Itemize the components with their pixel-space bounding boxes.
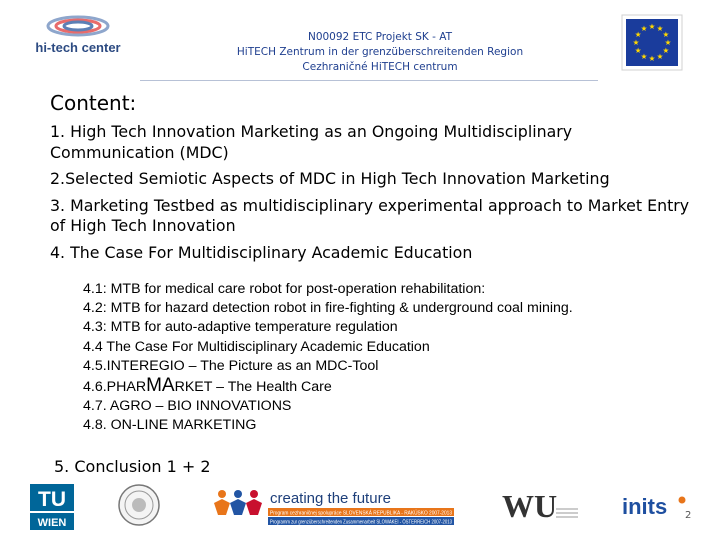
- eu-star-icon: ★: [656, 24, 664, 34]
- sub-item-4-1: 4.1: MTB for medical care robot for post-operation rehabilitation:: [83, 281, 486, 297]
- ctf-figures-icon: [214, 490, 262, 515]
- inits-logo: [620, 492, 690, 520]
- eu-star-icon: ★: [640, 51, 648, 61]
- header-divider: [140, 80, 598, 81]
- eu-star-icon: ★: [648, 54, 656, 64]
- wu-logo: [500, 487, 580, 523]
- inits-logo-text: inits: [622, 494, 668, 519]
- tu-logo-bottom: WIEN: [37, 517, 67, 529]
- content-title: Content:: [50, 91, 137, 115]
- conclusion-item: 5. Conclusion 1 + 2: [54, 457, 211, 476]
- logo-text: hi-tech center: [35, 40, 121, 55]
- eu-star-icon: ★: [662, 30, 670, 40]
- sub-item-4-2: 4.2: MTB for hazard detection robot in fire-fighting & underground coal mining.: [83, 300, 573, 317]
- tu-logo-top: TU: [38, 488, 66, 511]
- eu-star-icon: ★: [634, 30, 642, 40]
- hitech-center-logo: [28, 10, 128, 70]
- main-item-1: 1. High Tech Innovation Marketing as an Ongoing Multidisciplinary Communication (MDC): [50, 122, 573, 162]
- page-number: 2: [685, 510, 692, 521]
- sub-item-4-6-big: MA: [146, 375, 175, 397]
- eu-star-icon: ★: [632, 38, 640, 48]
- sub-item-4-5: 4.5.INTEREGIO – The Picture as an MDC-Tool: [83, 357, 379, 374]
- eu-star-icon: ★: [640, 24, 648, 34]
- sub-item-4-8: 4.8. ON-LINE MARKETING: [83, 417, 257, 434]
- ctf-subtext-2: Programm zur grenzüberschreitenden Zusammenarbeit SLOWAKEI - ÖSTERREICH 2007-2013: [270, 519, 483, 526]
- sub-items-list: [83, 280, 603, 436]
- project-line: N00092 ETC Projekt SK - AT: [307, 31, 453, 43]
- main-item-2: 2.Selected Semiotic Aspects of MDC in High Tech Innovation Marketing: [50, 169, 610, 188]
- sub-item-4-6-part2: RKET – The Health Care: [174, 379, 332, 396]
- eu-flag-icon: [622, 15, 682, 70]
- sub-item-4-3: 4.3: MTB for auto-adaptive temperature regulation: [83, 319, 398, 336]
- university-seal-icon: [117, 483, 161, 527]
- eu-star-icon: ★: [634, 46, 642, 56]
- eu-star-icon: ★: [664, 38, 672, 48]
- subtitle-de: HiTECH Zentrum in der grenzüberschreitenden Region: [236, 46, 524, 58]
- sub-item-4-4: 4.4 The Case For Multidisciplinary Academic Education: [83, 338, 430, 355]
- logo-rings: [48, 17, 108, 35]
- ctf-text: creating the future: [270, 490, 391, 507]
- header-text: [200, 30, 560, 75]
- sub-item-4-6-part1: 4.6.PHAR: [83, 379, 147, 396]
- eu-star-icon: ★: [662, 46, 670, 56]
- tu-wien-logo: [30, 484, 74, 530]
- subtitle-cz: Cezhraničné HiTECH centrum: [302, 61, 458, 73]
- main-item-3: 3. Marketing Testbed as multidisciplinary experimental approach to Market Entry of High Tech Innovation: [50, 195, 690, 235]
- ctf-subtext-1: Program cezhraničnej spolupráce SLOVENSKÁ REPUBLIKA - RAKÚSKO 2007-2013: [270, 510, 460, 517]
- sub-item-4-6: [83, 376, 603, 397]
- eu-star-icon: ★: [656, 51, 664, 61]
- sub-item-4-7: 4.7. AGRO – BIO INNOVATIONS: [83, 398, 292, 415]
- creating-the-future-logo: [210, 485, 483, 527]
- main-item-4: 4. The Case For Multidisciplinary Academic Education: [50, 242, 473, 262]
- wu-logo-text: WU: [502, 488, 558, 524]
- eu-star-icon: ★: [648, 22, 656, 32]
- main-items-list: [50, 122, 690, 269]
